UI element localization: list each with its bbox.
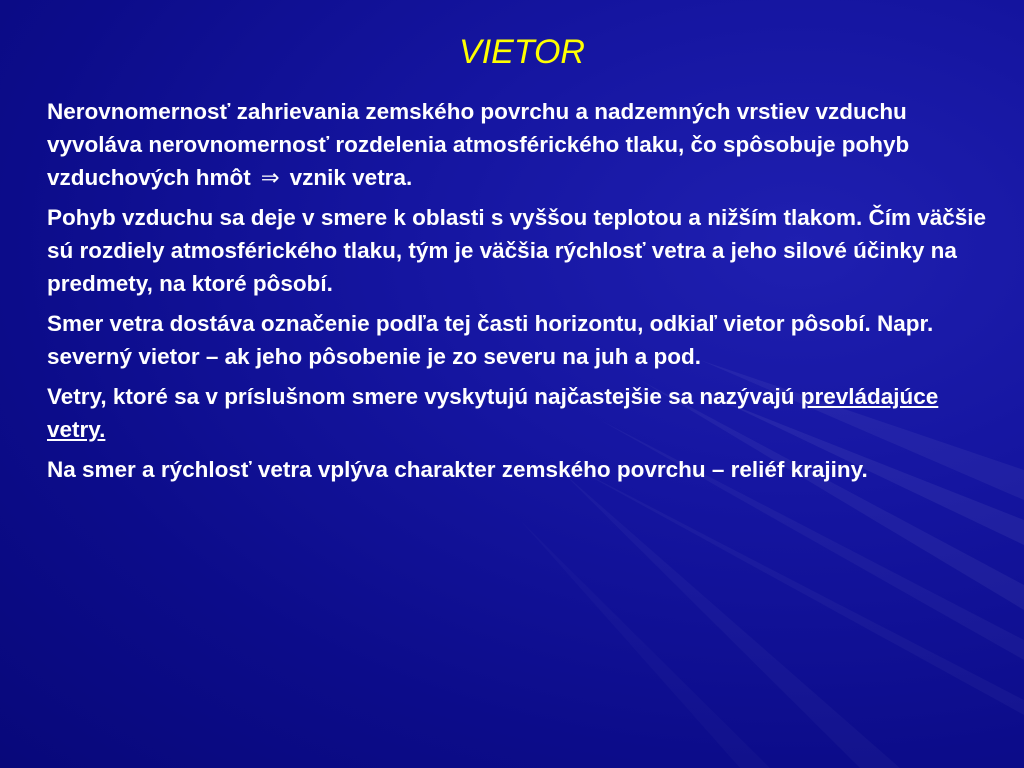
paragraph-wind-direction: Smer vetra dostáva označenie podľa tej časti horizontu, odkiaľ vietor pôsobí. Napr. severný vietor – ak jeho pôsobenie je zo severu na juh a pod. (47, 311, 934, 369)
slide-body (47, 95, 1002, 493)
paragraph-wind-origin-text: Nerovnomernosť zahrievania zemského povrchu a nadzemných vrstiev vzduchu vyvoláva nerovnomernosť rozdelenia atmosférického tlaku, čo spôsobuje pohyb vzduchových hmôt (47, 99, 910, 190)
prevailing-winds-link[interactable]: prevládajúce vetry. (47, 384, 939, 442)
paragraph-wind-origin (47, 95, 1002, 194)
paragraph-wind-origin-result: vznik vetra. (289, 165, 413, 190)
paragraph-terrain-influence: Na smer a rýchlosť vetra vplýva charakter zemského povrchu – reliéf krajiny. (47, 457, 868, 482)
slide-title: VIETOR (459, 33, 585, 71)
paragraph-prevailing-winds (47, 380, 1002, 446)
paragraph-prevailing-winds-text: Vetry, ktoré sa v príslušnom smere vyskytujú najčastejšie sa nazývajú (47, 384, 801, 409)
paragraph-air-movement: Pohyb vzduchu sa deje v smere k oblasti s vyššou teplotou a nižším tlakom. Čím väčšie sú rozdiely atmosférického tlaku, tým je väčšia rýchlosť vetra a jeho silové účinky na predmety, na ktoré pôsobí. (47, 205, 987, 296)
implies-arrow-icon: ⇒ (260, 165, 280, 190)
